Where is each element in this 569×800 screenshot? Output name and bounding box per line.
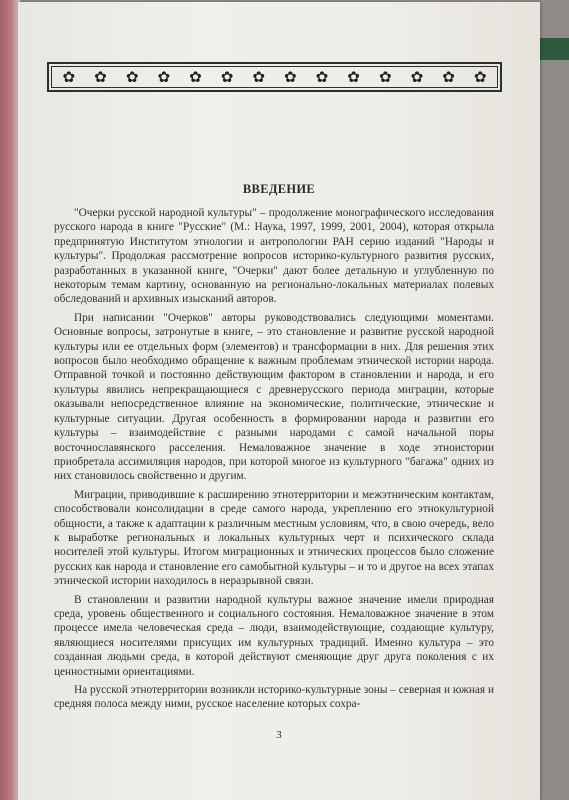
floral-ornament-icon: ✿ (473, 67, 487, 86)
book-page (18, 2, 540, 800)
floral-ornament-icon: ✿ (442, 67, 455, 86)
paragraph: В становлении и развитии народной культуры важное значение имели природная среда, уровень общественного и социального состояния. Немаловажное значение в этом процессе имела человеческая среда – люди, взаимодействующие, создающие культуру, являющиеся носителями присущих им культурных традиций. Именно культура – это созданная людьми среда, в которой действуют сменяющие друг друга поколения с их ценностными ориентациями. (54, 593, 494, 678)
floral-ornament-icon: ✿ (315, 67, 329, 86)
floral-ornament-icon: ✿ (252, 67, 265, 86)
page-title: ВВЕДЕНИЕ (242, 182, 316, 196)
floral-ornament-icon: ✿ (410, 67, 424, 86)
paragraph: Миграции, приводившие к расширению этнотерритории и межэтническим контактам, способствовали консолидации в среде самого народа, укреплению его этнокультурной общности, а также к адаптации к различным местным условиям, что, в свою очередь, вело к выработке региональных и локальных культурных черт и психического склада носителей этой культуры. Итогом миграционных и этнических процессов было сложение русских как народа и становление его самобытной культуры – и то и другое на всех этапах этнической истории находилось в неразрывной связи. (54, 488, 494, 588)
page-number: 3 (276, 729, 282, 741)
body-text (54, 206, 494, 716)
floral-ornament-icon: ✿ (378, 67, 392, 86)
paragraph: При написании "Очерков" авторы руководствовались следующими моментами. Основные вопросы, затронутые в книге, – это становление и развитие русской народной культуры или ее отдельных форм (элементов) и трансформации в них. Для решения этих вопросов было необходимо обращение к важным проблемам этнической истории народа. Отправной точкой и постоянно действующим фактором в становлении и народа, и его культуры явились непрекращающиеся с древнерусского периода миграции, которые оказывали непосредственное влияние на экономические, политические, этнические и культурные ситуации. Другая особенность в формировании народа и развитии его культуры – взаимодействие с разными народами с самой начальной поры восточнославянского расселения. Немаловажное значение в ходе этноистории приобретала ассимиляция народов, при которой многое из культурного "багажа" одних из них становилось свойственно и другим. (54, 311, 494, 483)
paragraph: "Очерки русской народной культуры" – продолжение монографического исследования русского народа в книге "Русские" (М.: Наука, 1997, 1999, 2001, 2004), которая открыла предпринятую Институтом этнологии и антропологии РАН серию изданий "Народы и культуры". Продолжая рассмотрение вопросов историко-культурного развития русских, разработанных в указанной книге, "Очерки" дают более детальную и углубленную по некоторым темам картину, основанную на регионально-локальных материалах полевых обследований и архивных изысканий авторов. (54, 207, 494, 306)
floral-ornament-icon: ✿ (284, 67, 297, 86)
floral-ornament-icon: ✿ (189, 67, 202, 86)
paragraph: На русской этнотерритории возникли историко-культурные зоны – северная и южная и средняя полоса между ними, русское население которых сохра- (54, 684, 494, 711)
floral-ornament-icon: ✿ (62, 67, 76, 86)
ornament-border (47, 62, 502, 92)
floral-ornament-icon: ✿ (157, 67, 171, 86)
floral-ornament-icon: ✿ (347, 67, 360, 86)
background-object (540, 38, 569, 60)
floral-ornament-icon: ✿ (125, 67, 139, 86)
floral-ornament-icon: ✿ (94, 67, 107, 86)
book-cover-edge (0, 0, 20, 800)
floral-ornament-icon: ✿ (220, 67, 234, 86)
